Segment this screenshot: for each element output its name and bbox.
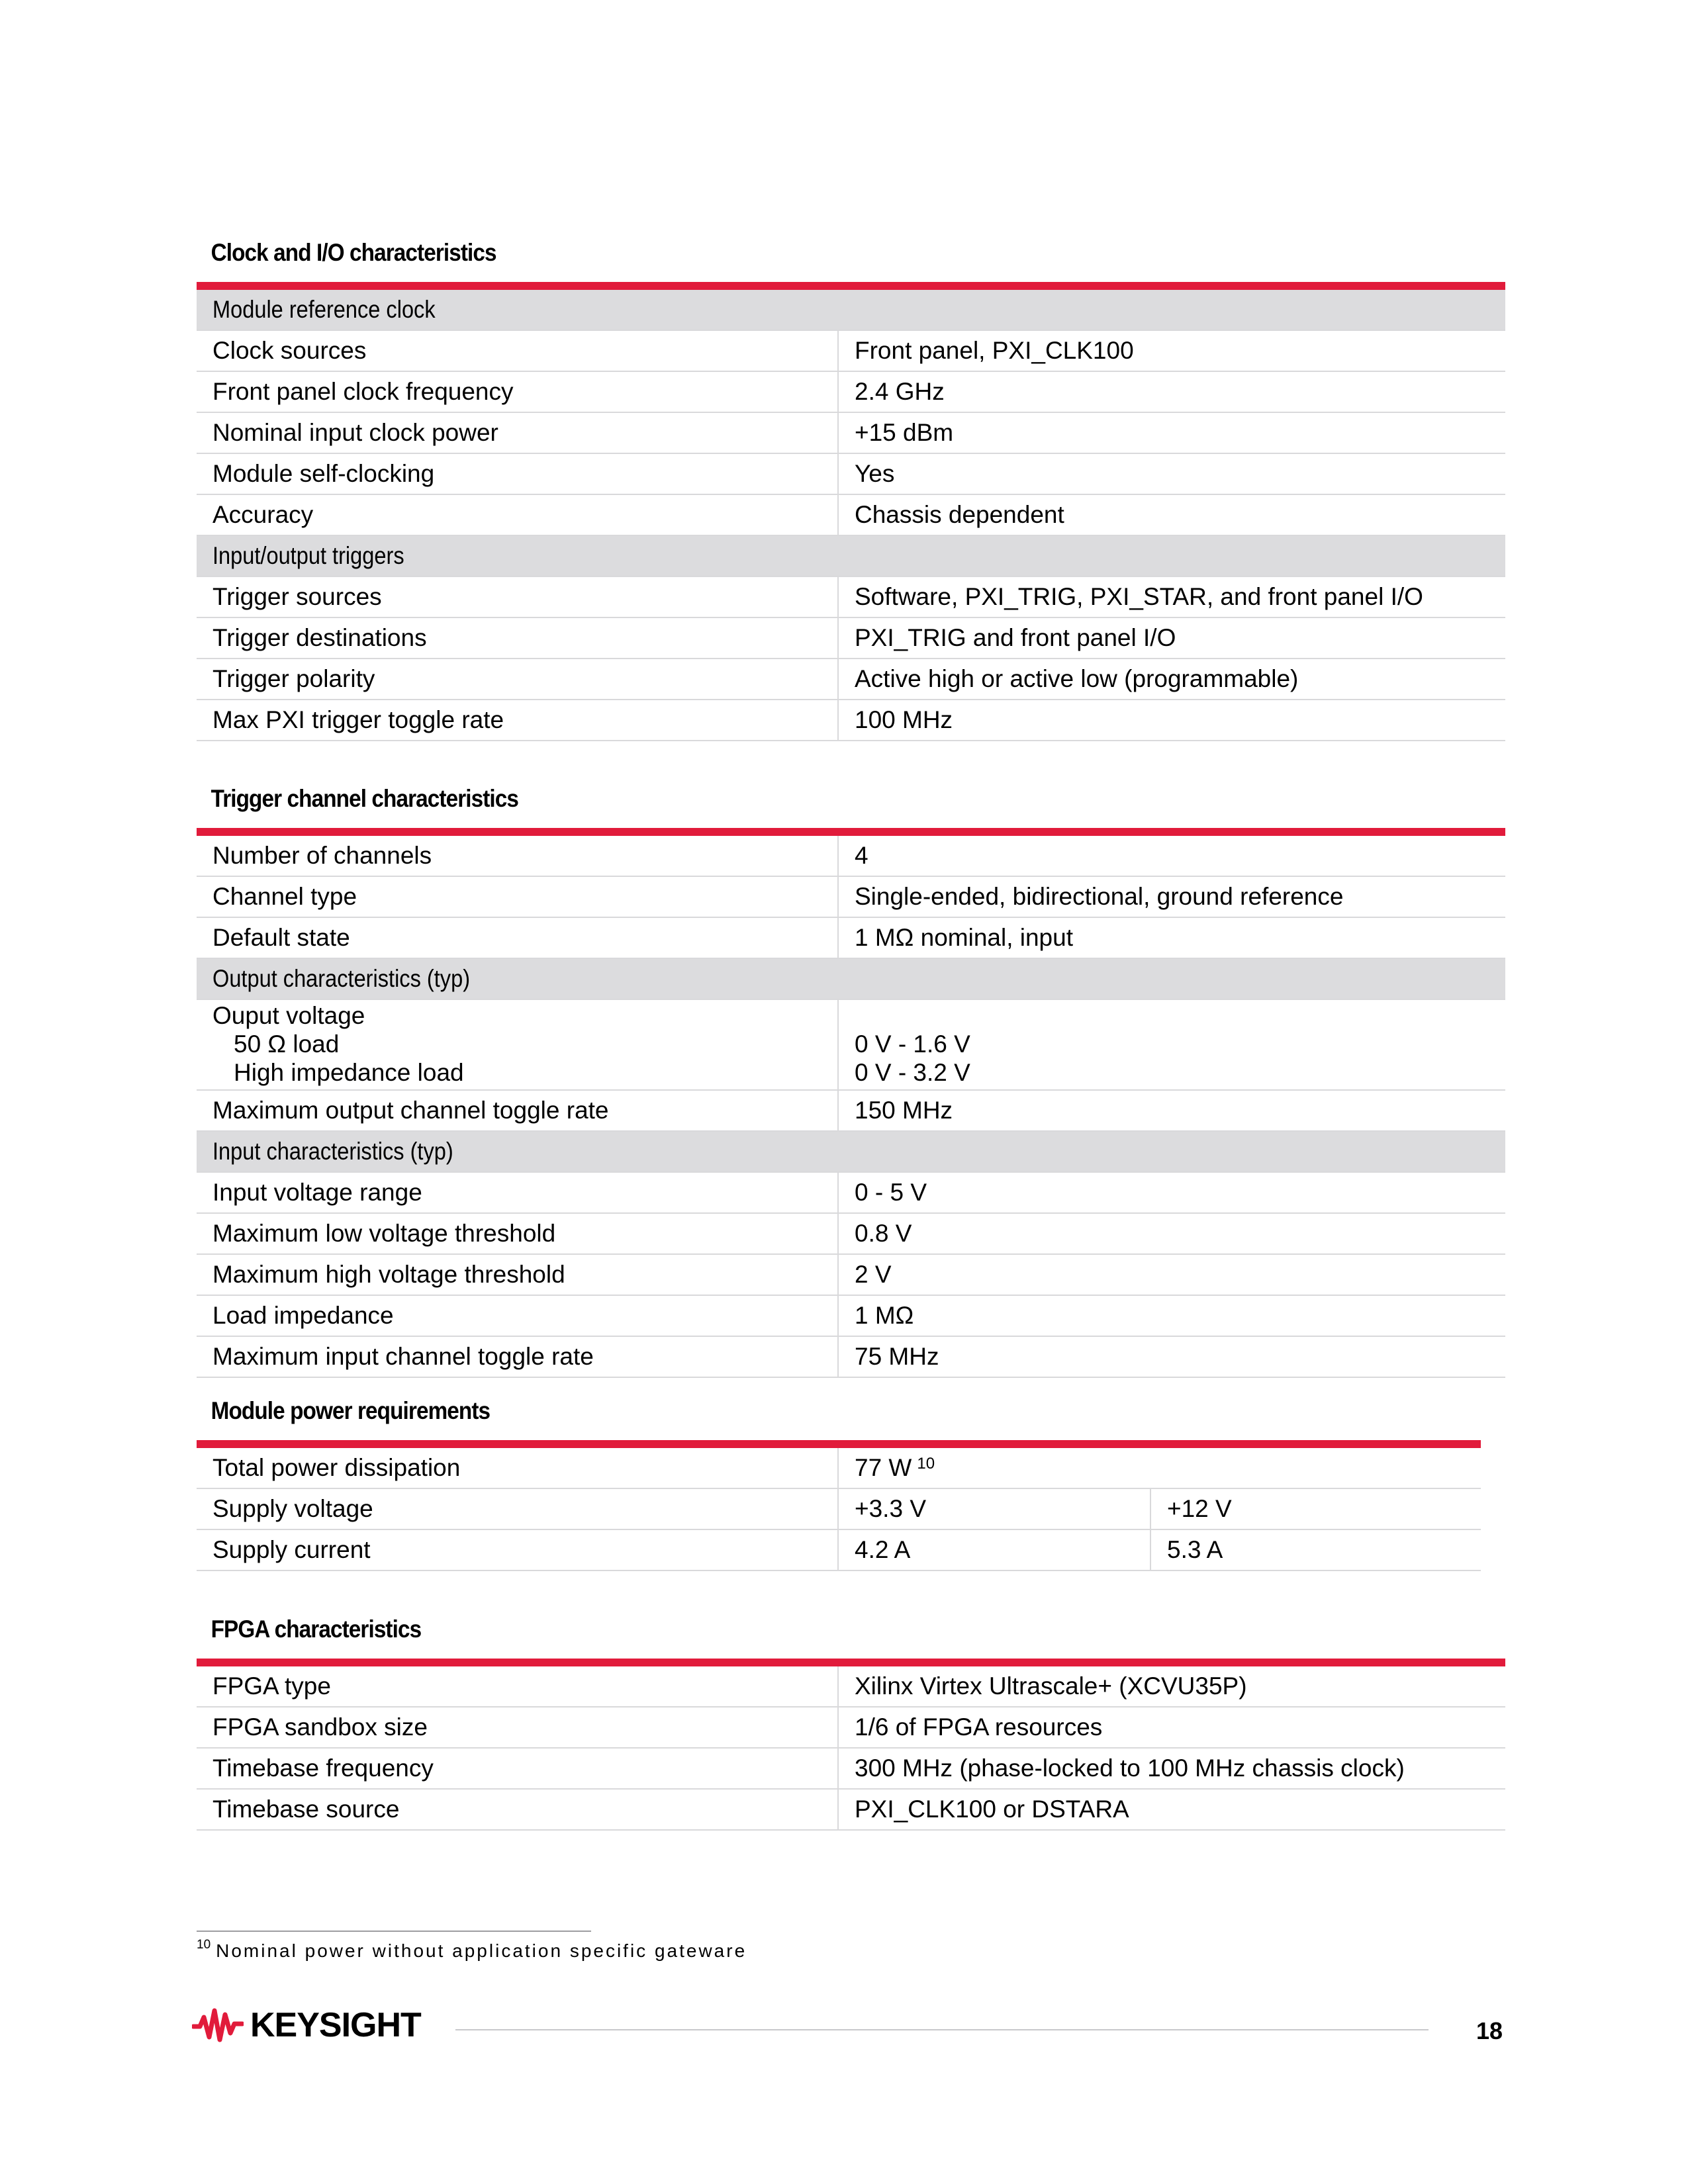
table-row: Timebase source PXI_CLK100 or DSTARA — [197, 1790, 1505, 1831]
table-row: FPGA sandbox size 1/6 of FPGA resources — [197, 1707, 1505, 1749]
table-row: Total power dissipation 77 W $^{10}$ — [197, 1448, 1481, 1489]
table-row: Maximum low voltage threshold 0.8 V — [197, 1214, 1505, 1255]
section-divider — [197, 1440, 1481, 1448]
trigger-channel-section — [197, 784, 1505, 1378]
table-row: Maximum output channel toggle rate 150 MHz — [197, 1091, 1505, 1132]
table-row: Default state 1 MΩ nominal, input — [197, 918, 1505, 959]
group-header: Module reference clock — [197, 290, 1505, 331]
footnote: $^{10}$ Nominal power without application specific gateware — [197, 1938, 747, 1961]
table-row: Front panel clock frequency 2.4 GHz — [197, 372, 1505, 413]
table-row: Trigger polarity Active high or active low (programmable) — [197, 659, 1505, 700]
table-row: Trigger sources Software, PXI_TRIG, PXI_STAR, and front panel I/O — [197, 577, 1505, 618]
table-row: Timebase frequency 300 MHz (phase-locked to 100 MHz chassis clock) — [197, 1749, 1505, 1790]
table-row: Nominal input clock power +15 dBm — [197, 413, 1505, 454]
keysight-wave-icon — [192, 2007, 244, 2044]
table-row: Channel type Single-ended, bidirectional, ground reference — [197, 877, 1505, 918]
clock-io-section — [197, 238, 1505, 741]
table-row: Clock sources Front panel, PXI_CLK100 — [197, 331, 1505, 372]
table-row: Trigger destinations PXI_TRIG and front panel I/O — [197, 618, 1505, 659]
section-divider — [197, 282, 1505, 290]
power-section — [197, 1396, 1481, 1571]
table-row: Input voltage range 0 - 5 V — [197, 1173, 1505, 1214]
table-row: Module self-clocking Yes — [197, 454, 1505, 495]
keysight-logo — [192, 2005, 421, 2045]
group-header: Input/output triggers — [197, 536, 1505, 577]
table-row: Supply voltage +3.3 V +12 V — [197, 1489, 1481, 1530]
table-row: Maximum input channel toggle rate 75 MHz — [197, 1337, 1505, 1378]
section-title: Trigger channel characteristics — [211, 785, 519, 812]
table-row: Load impedance 1 MΩ — [197, 1296, 1505, 1337]
fpga-section — [197, 1615, 1505, 1831]
footer-rule — [455, 2029, 1429, 2030]
table-row: Number of channels 4 — [197, 836, 1505, 877]
footnote-ref: 10 — [917, 1455, 935, 1473]
section-title: Clock and I/O characteristics — [211, 239, 496, 266]
brand-name: KEYSIGHT — [250, 2006, 421, 2044]
table-row-output-voltage: Ouput voltage 50 Ω load High impedance load 0 V - 1.6 V 0 V - 3.2 V — [197, 1000, 1505, 1091]
section-divider — [197, 828, 1505, 836]
group-header: Output characteristics (typ) — [197, 959, 1505, 1000]
section-title: FPGA characteristics — [211, 1615, 422, 1643]
section-divider — [197, 1659, 1505, 1666]
table-row: Maximum high voltage threshold 2 V — [197, 1255, 1505, 1296]
section-title: Module power requirements — [211, 1397, 491, 1424]
page-number: 18 — [1476, 2017, 1503, 2044]
table-row: Accuracy Chassis dependent — [197, 495, 1505, 536]
group-header: Input characteristics (typ) — [197, 1132, 1505, 1173]
table-row: Max PXI trigger toggle rate 100 MHz — [197, 700, 1505, 741]
table-row: FPGA type Xilinx Virtex Ultrascale+ (XCVU35P) — [197, 1666, 1505, 1707]
table-row: Supply current 4.2 A 5.3 A — [197, 1530, 1481, 1571]
footnote-rule — [197, 1931, 591, 1932]
